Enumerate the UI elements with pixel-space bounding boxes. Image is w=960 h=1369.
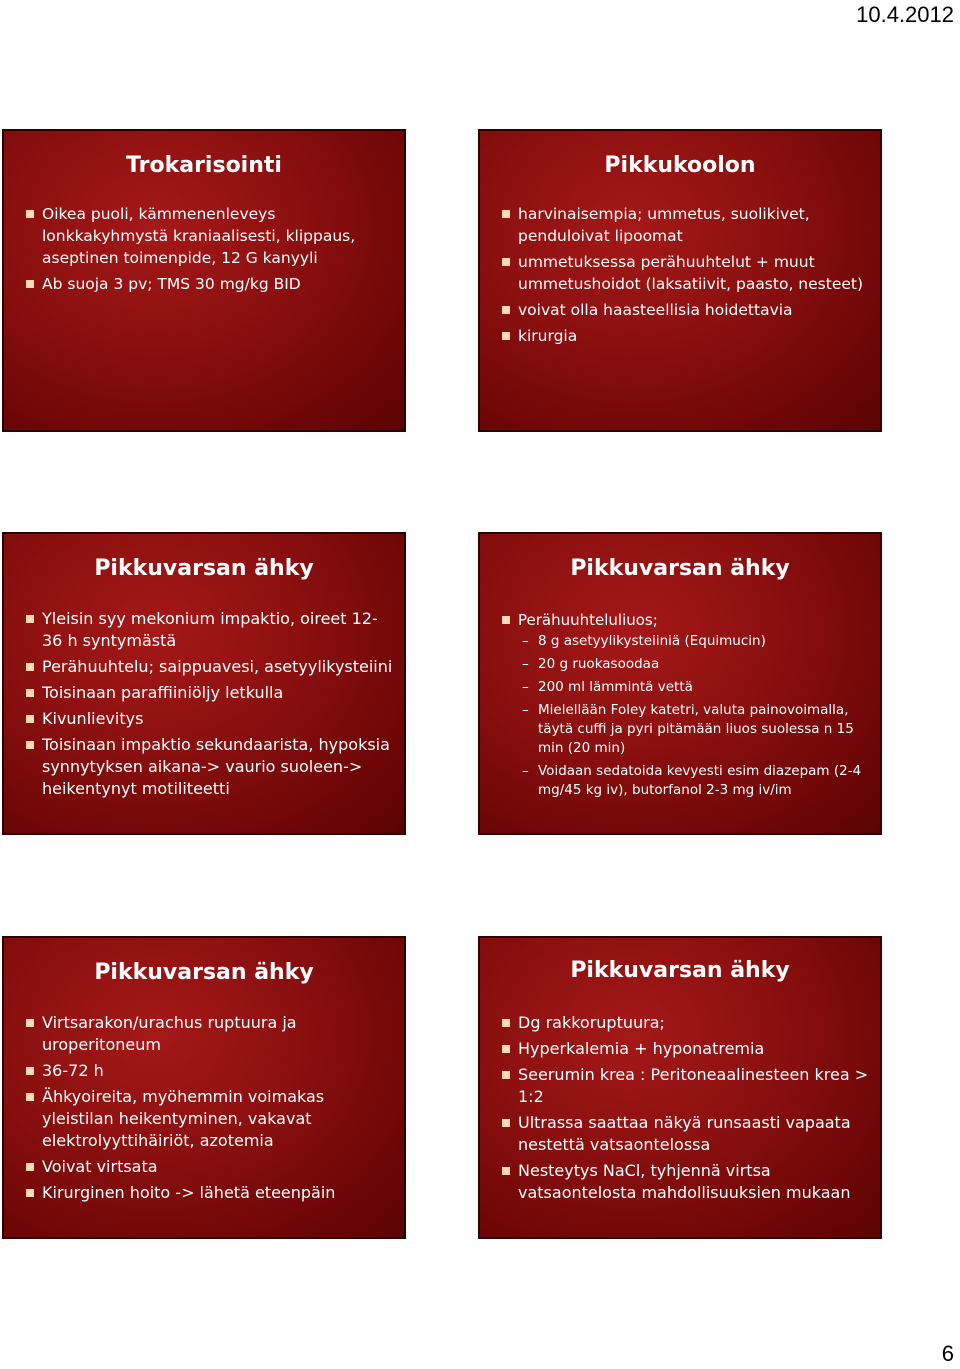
square-bullet-icon (26, 1019, 34, 1027)
list-item: Toisinaan paraffiiniöljy letkulla (26, 682, 396, 704)
square-bullet-icon (26, 1189, 34, 1197)
bullet-list (502, 610, 872, 804)
list-item: ummetuksessa perähuuhtelut + muut ummetushoidot (laksatiivit, paasto, nesteet) (502, 251, 872, 295)
list-item: harvinaisempia; ummetus, suolikivet, penduloivat lipoomat (502, 203, 872, 247)
dash-bullet-icon: – (522, 656, 529, 672)
sub-list-item: – 8 g asetyylikysteiiniä (Equimucin) (522, 633, 766, 649)
square-bullet-icon (502, 1045, 510, 1053)
square-bullet-icon (26, 1163, 34, 1171)
square-bullet-icon (26, 280, 34, 288)
square-bullet-icon (26, 663, 34, 671)
square-bullet-icon (26, 689, 34, 697)
square-bullet-icon (502, 210, 510, 218)
slide-pikkuvarsan-ahky-virtsarakko (2, 936, 406, 1239)
bullet-list (26, 608, 396, 804)
slide-title: Pikkukoolon (604, 153, 756, 178)
list-item: kirurgia (502, 325, 872, 347)
slide-title: Trokarisointi (126, 153, 282, 178)
square-bullet-icon (502, 332, 510, 340)
list-item: Ähkyoireita, myöhemmin voimakas yleistilan heikentyminen, vakavat elektrolyyttihäiriöt, azotemia (26, 1086, 396, 1152)
square-bullet-icon (502, 1071, 510, 1079)
square-bullet-icon (502, 258, 510, 266)
dash-bullet-icon: – (522, 702, 529, 718)
list-item: Oikea puoli, kämmenenleveys lonkkakyhmystä kraniaalisesti, klippaus, aseptinen toimenpide, 12 G kanyyli (26, 203, 396, 269)
slide-pikkuvarsan-ahky-diagnostiikka (478, 936, 882, 1239)
slide-title: Pikkuvarsan ähky (570, 958, 790, 983)
list-item: Voivat virtsata (26, 1156, 396, 1178)
list-item: Toisinaan impaktio sekundaarista, hypoksia synnytyksen aikana-> vaurio suoleen-> heikentynyt motiliteetti (26, 734, 396, 800)
slide-title: Pikkuvarsan ähky (94, 556, 314, 581)
header-date: 10.4.2012 (856, 2, 954, 27)
list-item: Ab suoja 3 pv; TMS 30 mg/kg BID (26, 273, 396, 295)
list-item: voivat olla haasteellisia hoidettavia (502, 299, 872, 321)
list-item: Perähuuhtelu; saippuavesi, asetyylikysteiini (26, 656, 396, 678)
slide-pikkukoolon (478, 129, 882, 432)
square-bullet-icon (26, 210, 34, 218)
list-item: Yleisin syy mekonium impaktio, oireet 12-36 h syntymästä (26, 608, 396, 652)
slide-trokarisointi (2, 129, 406, 432)
square-bullet-icon (502, 1119, 510, 1127)
square-bullet-icon (502, 1167, 510, 1175)
bullet-list (26, 203, 396, 299)
sub-list-item: – 20 g ruokasoodaa (522, 656, 660, 672)
sub-list (502, 632, 872, 800)
list-item: Kivunlievitys (26, 708, 396, 730)
list-item: Dg rakkoruptuura; (502, 1012, 872, 1034)
square-bullet-icon (26, 741, 34, 749)
square-bullet-icon (26, 615, 34, 623)
list-item: Perähuuhteluliuos; – 8 g asetyylikysteiiniä (Equimucin) – 20 g ruokasoodaa – 200 ml lämmintä vettä – Mielellään Foley katetri, valuta painovoimalla, täytä cuffi ja pyri pitämään liuos suolessa n 15 min (20 min) – Voidaan sedatoida kevyesti esim diazepam (2-4 mg/45 kg iv), butorfanol 2-3 mg iv/im (502, 610, 872, 800)
sub-list-item: – Voidaan sedatoida kevyesti esim diazepam (2-4 mg/45 kg iv), butorfanol 2-3 mg iv/im (522, 763, 862, 798)
page-number: 6 (941, 1341, 954, 1366)
dash-bullet-icon: – (522, 679, 529, 695)
sub-list-item: – 200 ml lämmintä vettä (522, 679, 693, 695)
bullet-list (502, 203, 872, 351)
square-bullet-icon (26, 1093, 34, 1101)
slide-title: Pikkuvarsan ähky (570, 556, 790, 581)
dash-bullet-icon: – (522, 763, 529, 779)
sub-list-item: – Mielellään Foley katetri, valuta painovoimalla, täytä cuffi ja pyri pitämään liuos suolessa n 15 min (20 min) (522, 702, 854, 756)
dash-bullet-icon: – (522, 633, 529, 649)
bullet-list (502, 1012, 872, 1208)
slide-pikkuvarsan-ahky-mekonium (2, 532, 406, 835)
list-item: Virtsarakon/urachus ruptuura ja uroperitoneum (26, 1012, 396, 1056)
list-item: Seerumin krea : Peritoneaalinesteen krea > 1:2 (502, 1064, 872, 1108)
list-item: Hyperkalemia + hyponatremia (502, 1038, 872, 1060)
list-item: Ultrassa saattaa näkyä runsaasti vapaata nestettä vatsaontelossa (502, 1112, 872, 1156)
slide-title: Pikkuvarsan ähky (94, 960, 314, 985)
list-item: Nesteytys NaCl, tyhjennä virtsa vatsaontelosta mahdollisuuksien mukaan (502, 1160, 872, 1204)
square-bullet-icon (26, 1067, 34, 1075)
square-bullet-icon (26, 715, 34, 723)
bullet-list (26, 1012, 396, 1208)
square-bullet-icon (502, 306, 510, 314)
square-bullet-icon (502, 1019, 510, 1027)
slide-pikkuvarsan-ahky-huuhteluliuos (478, 532, 882, 835)
square-bullet-icon (502, 616, 510, 624)
list-item: Kirurginen hoito -> lähetä eteenpäin (26, 1182, 396, 1204)
list-item: 36-72 h (26, 1060, 396, 1082)
